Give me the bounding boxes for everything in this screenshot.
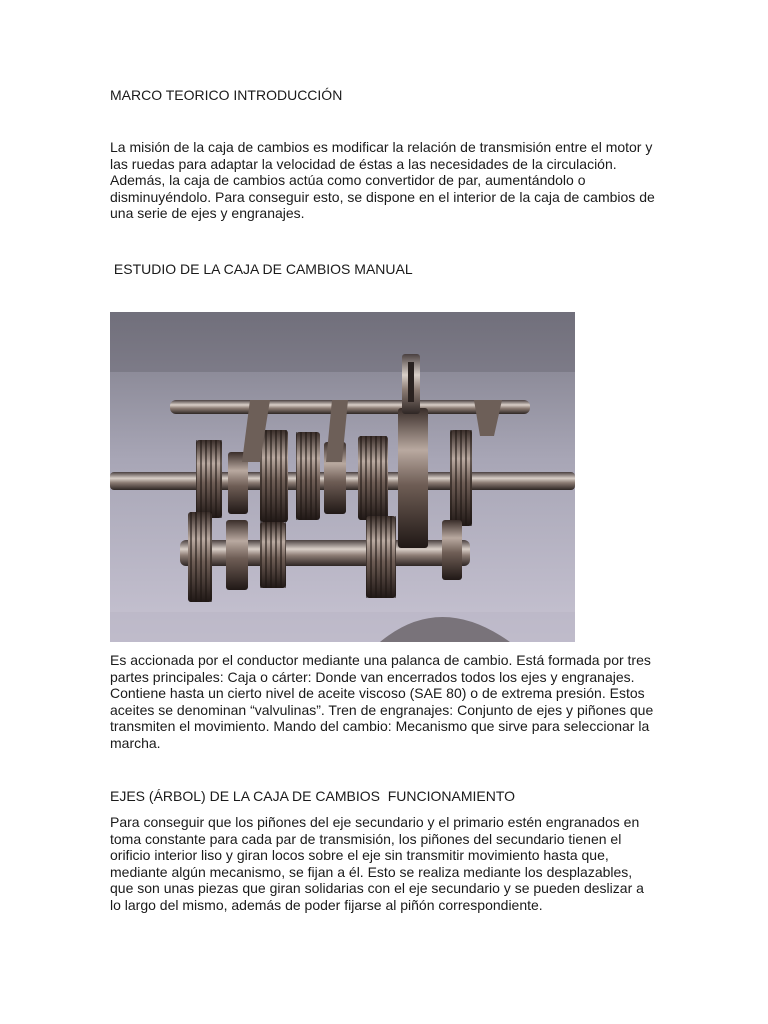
gearbox-photo	[110, 312, 575, 642]
heading-axes: EJES (ÁRBOL) DE LA CAJA DE CAMBIOS FUNCIONAMIENTO	[110, 788, 516, 804]
heading-study: ESTUDIO DE LA CAJA DE CAMBIOS MANUAL	[110, 261, 413, 277]
paragraph-intro: La misión de la caja de cambios es modificar la relación de transmisión entre el motor y las ruedas para adaptar la velocidad de éstas a las necesidades de la circulación. Además, la caja de cambios actúa como convertidor de par, aumentándolo o disminuyéndolo. Para conseguir esto, se dispone en el interior de la caja de cambios de una serie de ejes y engranajes.	[110, 139, 655, 221]
paragraph-study: Es accionada por el conductor mediante una palanca de cambio. Está formada por tres partes principales: Caja o cárter: Donde van encerrados todos los ejes y engranajes. Contiene hasta un cierto nivel de aceite viscoso (SAE 80) o de extrema presión. Estos aceites se denominan “valvulinas”. Tren de engranajes: Conjunto de ejes y piñones que transmiten el movimiento. Mando del cambio: Mecanismo que sirve para seleccionar la marcha.	[110, 652, 654, 751]
paragraph-axes: Para conseguir que los piñones del eje secundario y el primario estén engranados en toma constante para cada par de transmisión, los piñones del secundario tienen el orificio interior liso y giran locos sobre el eje sin transmitir movimiento hasta que, mediante algún mecanismo, se fijan a él. Esto se realiza mediante los desplazables, que son unas piezas que giran solidarias con el eje secundario y se pueden deslizar a lo largo del mismo, además de poder fijarse al piñón correspondiente.	[110, 814, 644, 913]
heading-intro: MARCO TEORICO INTRODUCCIÓN	[110, 87, 343, 103]
